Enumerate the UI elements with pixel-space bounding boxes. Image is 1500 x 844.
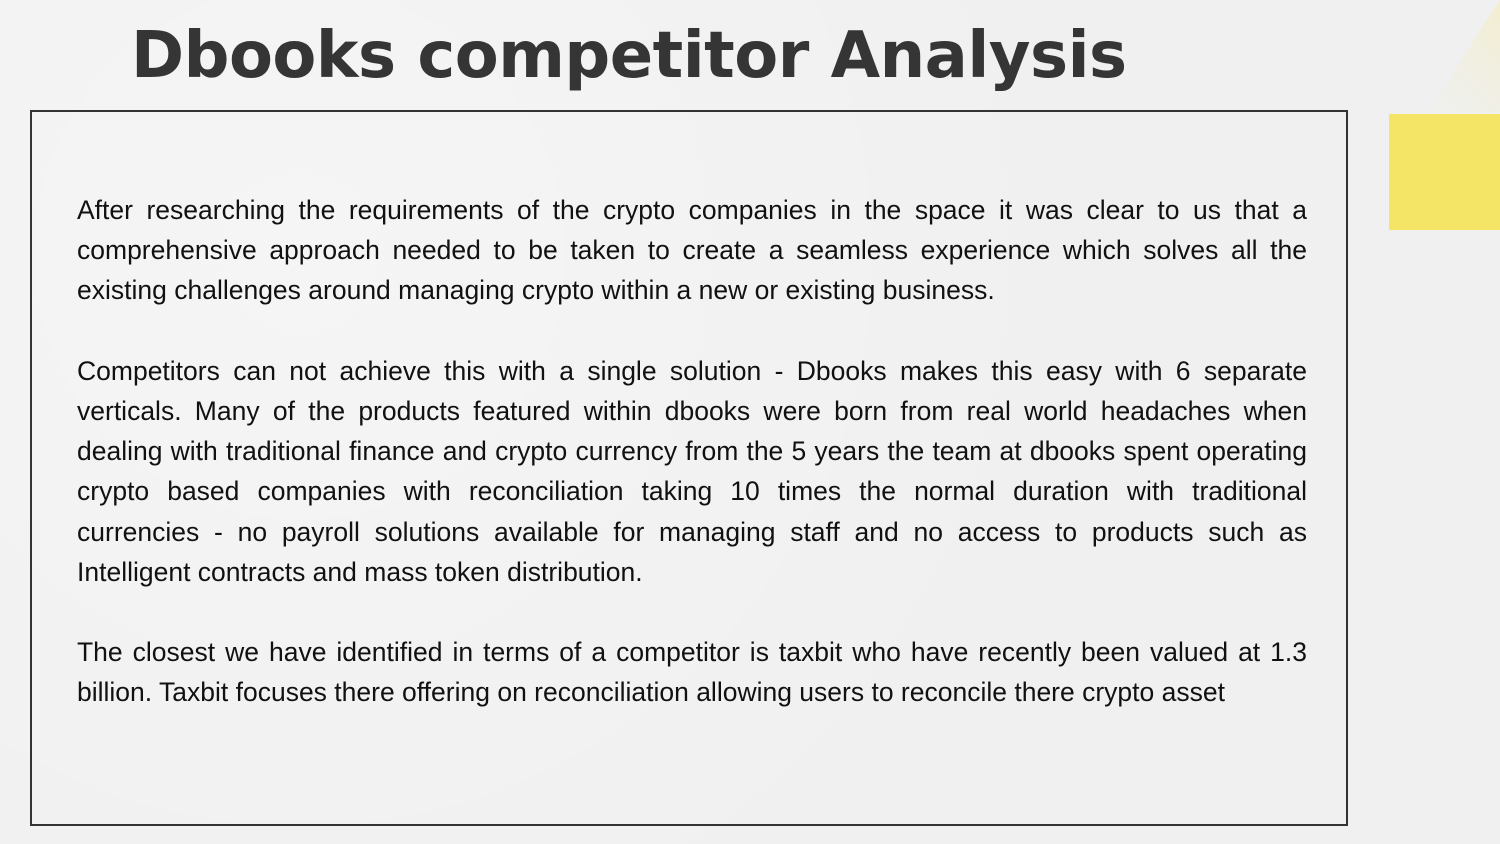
decorative-yellow-rectangle bbox=[1389, 114, 1500, 230]
paragraph-intro: After researching the requirements of the crypto companies in the space it was clear to us that a comprehensive approach needed to be taken to create a seamless experience which solves all the existing challenges around managing crypto within a new or existing business. bbox=[77, 195, 1307, 306]
content-box bbox=[30, 110, 1348, 826]
slide-title: Dbooks competitor Analysis bbox=[131, 19, 1127, 93]
paragraph-competitors: Competitors can not achieve this with a single solution - Dbooks makes this easy with 6 separate verticals. Many of the products featured within dbooks were born from real world headaches when dealing with traditional finance and crypto currency from the 5 years the team at dbooks spent operating crypto based companies with reconciliation taking 10 times the normal duration with traditional currencies - no payroll solutions available for managing staff and no access to products such as Intelligent contracts and mass token distribution. bbox=[77, 355, 1307, 587]
body-text bbox=[77, 190, 1307, 713]
paragraph-closest-competitor: The closest we have identified in terms of a competitor is taxbit who have recently been valued at 1.3 billion. Taxbit focuses there offering on reconciliation allowing users to reconcile there crypto asset bbox=[77, 637, 1307, 708]
decorative-fade-shape bbox=[1420, 0, 1500, 112]
